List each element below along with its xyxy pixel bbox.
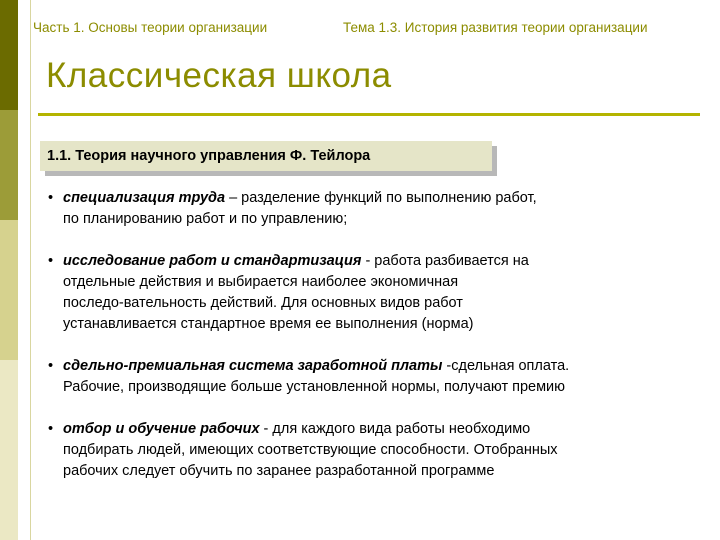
bullet-text: – разделение функций по выполнению работ, xyxy=(225,190,537,206)
bullet-text: Рабочие, производящие больше установленной нормы, получают премию xyxy=(63,379,566,395)
list-item xyxy=(48,356,708,398)
list-item xyxy=(48,188,708,230)
header-part: Часть 1. Основы теории организации xyxy=(33,20,268,35)
bullet-text: - работа разбивается на xyxy=(361,253,529,269)
stripe-dark xyxy=(0,0,18,110)
decorative-side-stripes xyxy=(0,0,18,540)
bullet-icon: • xyxy=(48,253,54,269)
bullet-term: сдельно-премиальная система заработной платы xyxy=(63,358,443,374)
bullet-term: отбор и обучение рабочих xyxy=(63,421,260,437)
bullet-term: исследование работ и стандартизация xyxy=(63,253,362,269)
bullet-icon: • xyxy=(48,190,54,206)
bullet-text: рабочих следует обучить по заранее разработанной программе xyxy=(63,463,495,479)
bullet-text: отдельные действия и выбирается наиболее экономичная xyxy=(63,274,459,290)
bullet-list xyxy=(48,188,708,482)
stripe-medium xyxy=(0,110,18,220)
bullet-text: -сдельная оплата. xyxy=(442,358,570,374)
bullet-text: подбирать людей, имеющих соответствующие способности. Отобранных xyxy=(63,442,558,458)
list-item xyxy=(48,419,708,482)
stripe-light xyxy=(0,220,18,360)
header-topic: Тема 1.3. История развития теории организации xyxy=(343,20,648,35)
bullet-text: последо-вательность действий. Для основных видов работ xyxy=(63,295,463,311)
stripe-pale xyxy=(0,360,18,540)
title-underline xyxy=(38,113,700,116)
bullet-text: - для каждого вида работы необходимо xyxy=(259,421,531,437)
bullet-icon: • xyxy=(48,358,54,374)
bullet-text: по планированию работ и по управлению; xyxy=(63,211,348,227)
slide-title: Классическая школа xyxy=(46,56,392,95)
bullet-icon: • xyxy=(48,421,54,437)
list-item xyxy=(48,251,708,335)
decorative-vertical-line xyxy=(30,0,31,540)
bullet-term: специализация труда xyxy=(63,190,226,206)
bullet-text: устанавливается стандартное время ее выполнения (норма) xyxy=(63,316,474,332)
subheading-box: 1.1. Теория научного управления Ф. Тейлора xyxy=(40,141,492,171)
